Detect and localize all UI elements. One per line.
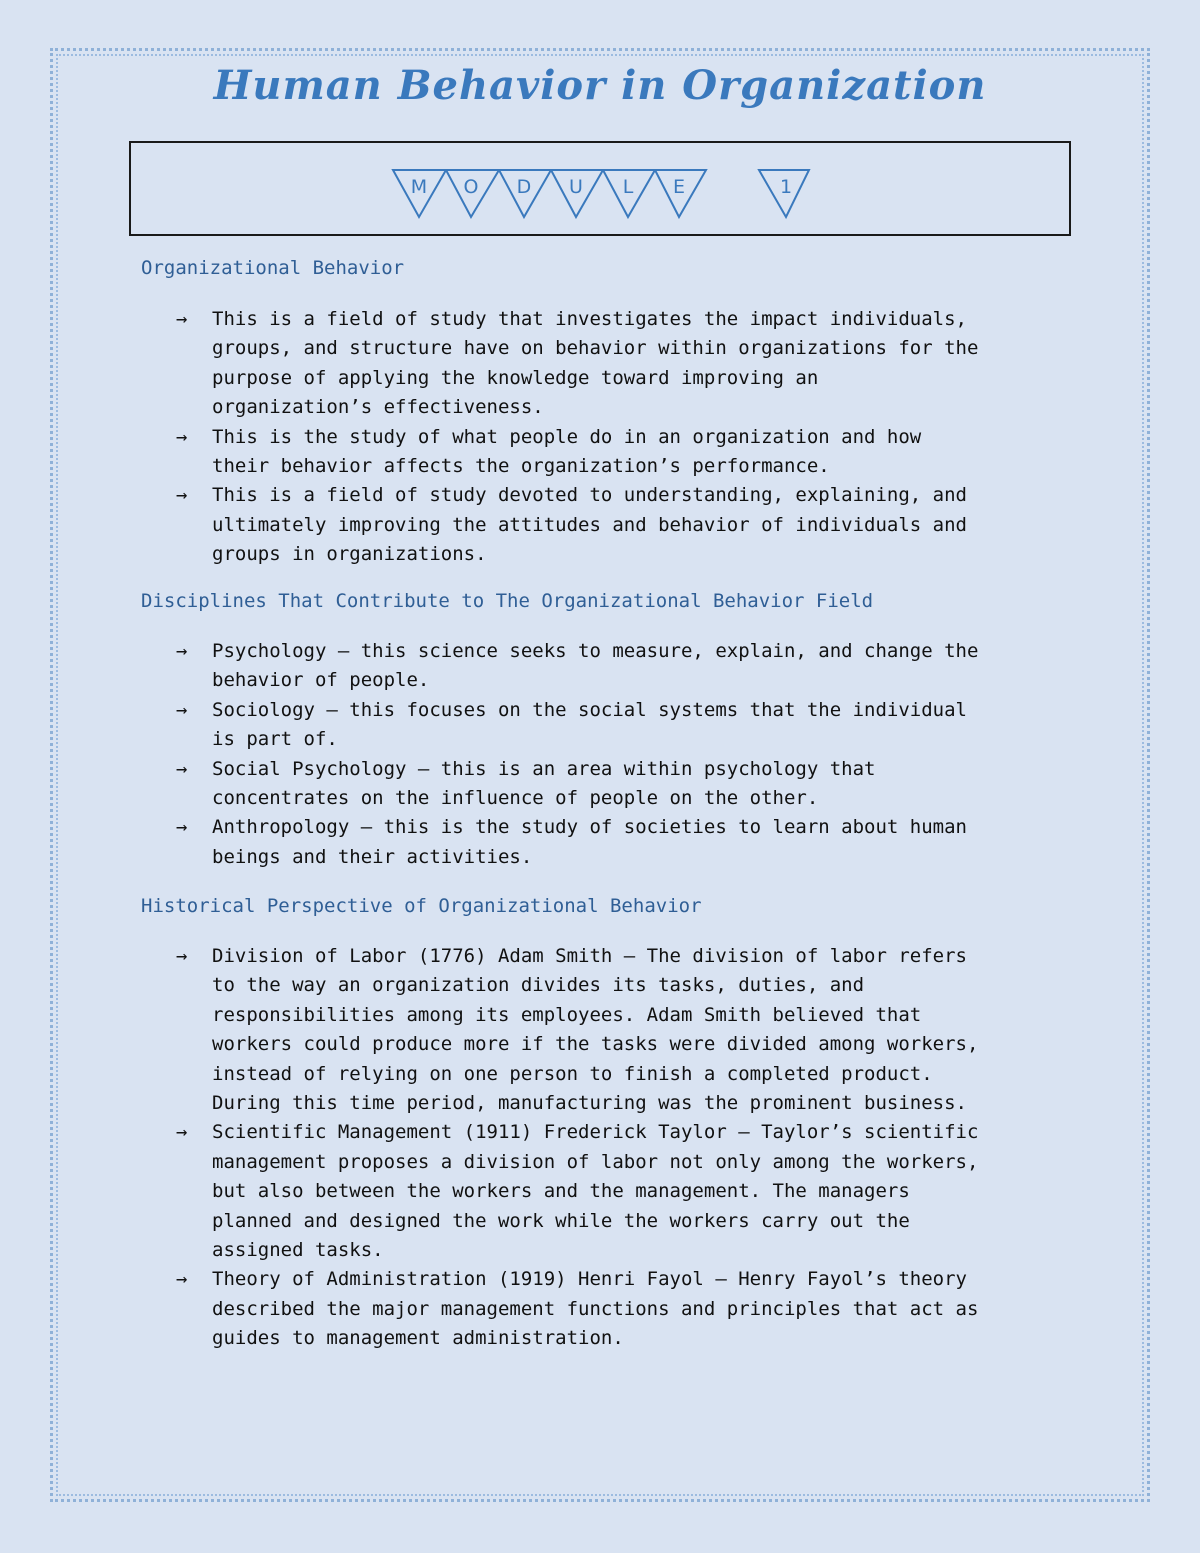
list-item: → Theory of Administration (1919) Henri Fayol – Henry Fayol’s theory described the major management functions and principles that act as guides to management administration. [176,1265,1076,1353]
arrow-icon: → [176,308,188,330]
pennant-letter-u: U [569,176,583,198]
list-historical-perspective [176,942,1076,1354]
list-item: → Division of Labor (1776) Adam Smith – The division of labor refers to the way an organization divides its tasks, duties, and responsibilities among its employees. Adam Smith believed that workers could produce more if the tasks were divided among workers, instead of relying on one person to finish a completed product. During this time period, manufacturing was the prominent business. [176,942,1076,1118]
pennant-letter-e: E [672,176,686,198]
module-pennants [131,143,1069,234]
list-item: → This is a field of study devoted to understanding, explaining, and ultimately improving the attitudes and behavior of individuals and groups in organizations. [176,481,1076,569]
arrow-icon: → [176,945,188,967]
pennant-letter-l: L [622,176,634,198]
pennant-letter-d: D [516,176,532,198]
document-title: Human Behavior in Organization [213,62,987,109]
arrow-icon: → [176,698,188,721]
pennant-letter-o: O [463,176,479,198]
pennant-letter-m: M [410,176,428,198]
module-banner [129,141,1071,236]
arrow-icon: → [176,1121,188,1144]
list-item: → This is a field of study that investigates the impact individuals, groups, and structure have on behavior within organizations for the purpose of applying the knowledge toward improving an organization’s effectiveness. [176,305,1076,423]
section-heading-organizational-behavior: Organizational Behavior [141,257,405,279]
pennant-number-text: 1 [779,176,793,198]
list-item: → Anthropology – this is the study of societies to learn about human beings and their activities. [176,813,1076,872]
arrow-icon: → [176,1268,188,1291]
section-heading-disciplines: Disciplines That Contribute to The Organizational Behavior Field [141,590,874,612]
list-disciplines [176,637,1076,872]
arrow-icon: → [176,425,188,448]
section-heading-historical-perspective: Historical Perspective of Organizational Behavior [141,895,702,917]
list-item: → Sociology – this focuses on the social systems that the individual is part of. [176,696,1076,755]
arrow-icon: → [176,640,188,662]
list-item: → Psychology – this science seeks to measure, explain, and change the behavior of people. [176,637,1076,696]
list-item: → Social Psychology – this is an area within psychology that concentrates on the influence of people on the other. [176,755,1076,814]
list-organizational-behavior [176,305,1076,570]
list-item: → Scientific Management (1911) Frederick Taylor – Taylor’s scientific management proposes a division of labor not only among the workers, but also between the workers and the management. The managers planned and designed the work while the workers carry out the assigned tasks. [176,1118,1076,1265]
list-item: → This is the study of what people do in an organization and how their behavior affects the organization’s performance. [176,423,1076,482]
arrow-icon: → [176,757,188,780]
arrow-icon: → [176,816,188,839]
arrow-icon: → [176,484,188,507]
